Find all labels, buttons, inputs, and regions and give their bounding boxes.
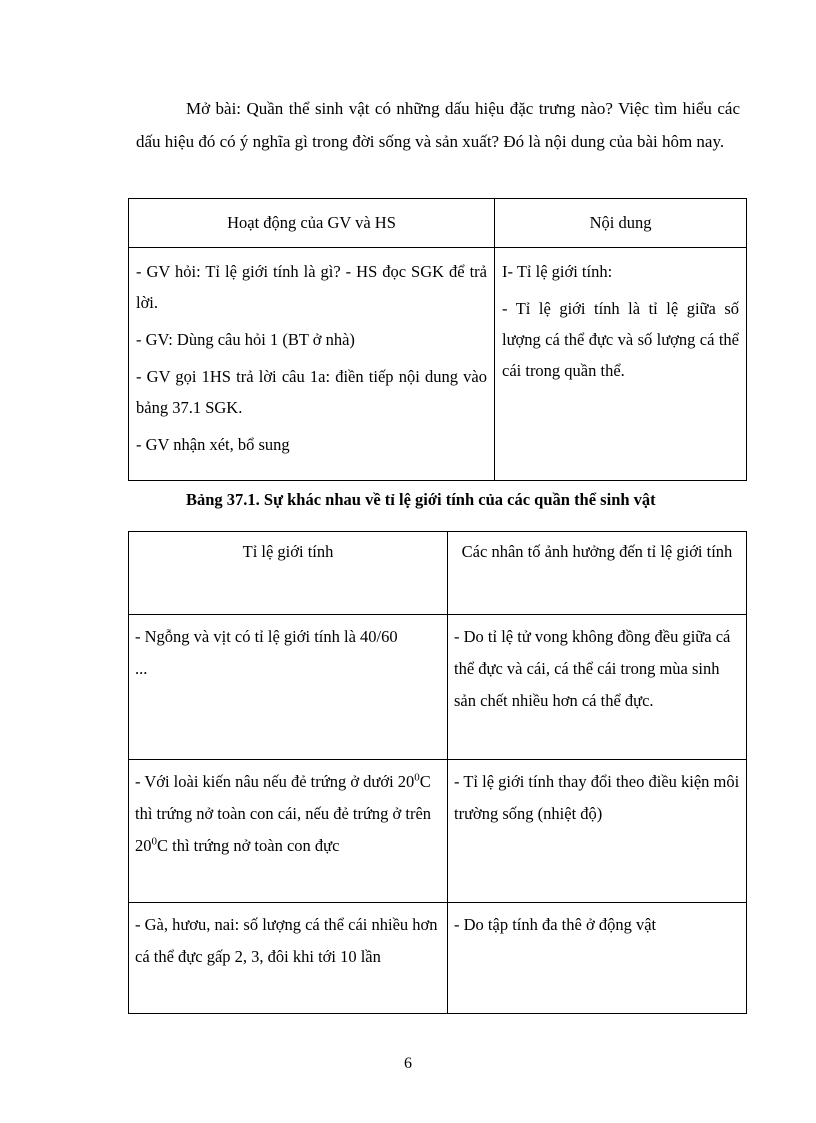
- activity-table-row: [129, 248, 747, 481]
- ratio-text-part: - Với loài kiến nâu nếu đẻ trứng ở dưới 20: [135, 772, 415, 791]
- factor-text: - Do tỉ lệ tử vong không đồng đều giữa cá thể đực và cái, cá thể cái trong mùa sinh sản chết nhiều hơn cá thể đực.: [454, 627, 731, 710]
- header-content: Nội dung: [495, 199, 747, 248]
- header-sex-ratio: Tỉ lệ giới tính: [129, 532, 448, 615]
- factor-text: - Tỉ lệ giới tính thay đổi theo điều kiện môi trường sống (nhiệt độ): [454, 772, 740, 823]
- ratio-cell: [129, 615, 448, 760]
- ratio-cell: [129, 903, 448, 1014]
- activity-item: - GV nhận xét, bổ sung: [136, 435, 290, 454]
- factor-cell: [448, 615, 747, 760]
- table-row: [129, 760, 747, 903]
- activity-table: [128, 198, 747, 481]
- ratio-cell: [129, 760, 448, 903]
- ratio-text: - Gà, hươu, nai: số lượng cá thể cái nhiều hơn cá thể đực gấp 2, 3, đôi khi tới 10 lần: [135, 915, 438, 966]
- activity-item: - GV hỏi: Tỉ lệ giới tính là gì? - HS đọc SGK để trả lời.: [136, 262, 487, 312]
- degree-superscript: 0: [414, 771, 420, 784]
- activity-item: - GV gọi 1HS trả lời câu 1a: điền tiếp nội dung vào bảng 37.1 SGK.: [136, 367, 487, 417]
- activities-cell: [129, 248, 495, 481]
- sex-ratio-table-header: [129, 532, 747, 615]
- intro-paragraph: [136, 92, 740, 158]
- factor-cell: [448, 760, 747, 903]
- table-caption: Bảng 37.1. Sự khác nhau về tỉ lệ giới tính của các quần thể sinh vật: [186, 490, 656, 509]
- factor-cell: [448, 903, 747, 1014]
- degree-superscript: 0: [151, 835, 157, 848]
- ratio-ellipsis: ...: [135, 659, 148, 678]
- header-factors: Các nhân tố ảnh hưởng đến tỉ lệ giới tính: [448, 532, 747, 615]
- activity-table-header: [129, 199, 747, 248]
- sex-ratio-table: [128, 531, 747, 1014]
- intro-text: Mở bài: Quần thể sinh vật có những dấu hiệu đặc trưng nào? Việc tìm hiểu các dấu hiệu đó có ý nghĩa gì trong đời sống và sản xuất? Đó là nội dung của bài hôm nay.: [136, 99, 740, 151]
- content-definition: - Tỉ lệ giới tính là tỉ lệ giữa số lượng cá thể đực và số lượng cá thể cái trong quần thể.: [502, 299, 739, 380]
- content-heading: I- Tỉ lệ giới tính:: [502, 262, 613, 281]
- table-row: [129, 615, 747, 760]
- content-cell: [495, 248, 747, 481]
- page-number: 6: [404, 1055, 412, 1072]
- activity-item: - GV: Dùng câu hỏi 1 (BT ở nhà): [136, 330, 355, 349]
- header-activities: Hoạt động của GV và HS: [129, 199, 495, 248]
- table-row: [129, 903, 747, 1014]
- ratio-text: - Ngỗng và vịt có tỉ lệ giới tính là 40/60: [135, 627, 398, 646]
- ratio-text-part: C thì trứng nở toàn con cái, nếu đẻ trứng ở trên 20: [135, 772, 432, 855]
- ratio-text-part: C thì trứng nở toàn con đực: [157, 836, 340, 855]
- factor-text: - Do tập tính đa thê ở động vật: [454, 915, 657, 934]
- ratio-text: [135, 766, 441, 862]
